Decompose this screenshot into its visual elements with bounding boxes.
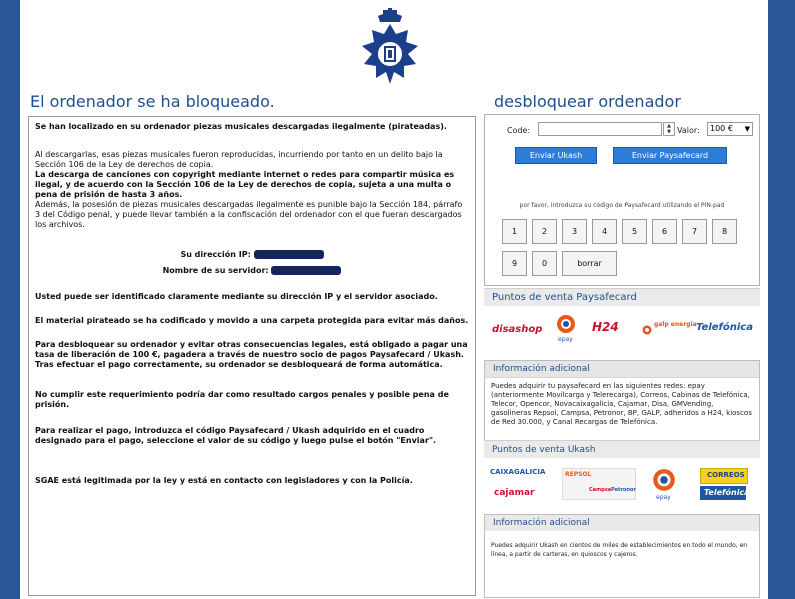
warning-text-box [28, 116, 476, 596]
ukash-info-box [484, 514, 760, 598]
pin-key-0[interactable]: 0 [532, 251, 557, 276]
valor-label: Valor: [677, 126, 700, 135]
paysafecard-info-text: Puedes adquirir tu paysafecard en las siguientes redes: epay (anteriormente Movilcarga y Telerecarga), Correos, Cabinas de Telefónica, Telecor, Opencor, Novacaixagalicia, Cajamar, Disa, GMVending, gasolineras Repsol, Campsa, Petronor, BP, GALP, adheridos a H24, kioscos de Red 30.000, y Canal Recargas de Telefónica. [491, 382, 752, 426]
send-paysafecard-button[interactable]: Enviar Paysafecard [613, 147, 727, 164]
paragraph-penalty: No cumplir este requerimiento podría dar como resultado cargos penales y posible pena de prisión. [35, 390, 449, 409]
payment-panel [484, 114, 760, 599]
pin-key-9[interactable]: 9 [502, 251, 527, 276]
galp-label: galp energia [654, 321, 697, 328]
server-label: Nombre de su servidor: [162, 266, 269, 275]
ukash-info-title: Información adicional [485, 515, 759, 531]
telefonica-logo: Telefónica [696, 322, 753, 333]
page [20, 0, 768, 599]
pin-key-8[interactable]: 8 [712, 219, 737, 244]
campsa-label: Campsa [589, 487, 612, 493]
paysafecard-logos [484, 310, 760, 350]
epay-logo [554, 314, 578, 343]
ip-redacted [254, 250, 324, 259]
spinner-up-icon[interactable]: ▲ [667, 123, 671, 129]
ukash-telefonica-label: Telefónica [704, 488, 750, 497]
pin-key-delete[interactable]: borrar [562, 251, 617, 276]
pin-key-1[interactable]: 1 [502, 219, 527, 244]
paragraph-sgae: SGAE está legitimada por la ley y está en contacto con legisladores y con la Policía. [35, 476, 413, 485]
epay-mark-icon [554, 314, 578, 338]
paragraph-reproduced: Al descargarlas, esas piezas musicales fueron reproducidas, incurriendo por tanto en un delito bajo la Sección 106 de la Ley de derechos de copia. [35, 150, 443, 169]
send-ukash-button[interactable]: Enviar Ukash [515, 147, 597, 164]
spinner-down-icon[interactable]: ▼ [667, 129, 671, 135]
pin-message: por favor, introduzca su código de Paysafecard utilizando el PIN-pad [519, 202, 725, 209]
disashop-logo: disashop [492, 324, 543, 335]
correos-label: CORREOS [707, 471, 745, 479]
galp-mark-icon [642, 325, 652, 335]
paragraph-encrypted: El material pirateado se ha codificado y movido a una carpeta protegida para evitar más daños. [35, 316, 469, 325]
pin-key-5[interactable]: 5 [622, 219, 647, 244]
unlock-title: desbloquear ordenador [494, 92, 681, 111]
ip-row [35, 250, 469, 260]
pin-key-4[interactable]: 4 [592, 219, 617, 244]
ukash-logos [484, 462, 760, 508]
cajamar-logo: cajamar [494, 488, 535, 498]
paragraph-identified: Usted puede ser identificado claramente mediante su dirección IP y el servidor asociado. [35, 292, 438, 301]
payment-form [484, 114, 760, 286]
repsol-group-logo [562, 468, 636, 500]
galp-logo [642, 320, 697, 339]
paragraph-payment: Para desbloquear su ordenador y evitar otras consecuencias legales, está obligado a pagar una tasa de liberación de 100 €, pagadera a través de nuestro socio de pagos Paysafecard / Ukash. Tras efectuar el pago correctamente, su ordenador se desbloqueará de forma automática. [35, 340, 468, 369]
code-spinner[interactable] [663, 122, 675, 136]
ukash-epay-label: epay [656, 494, 671, 501]
ukash-epay-logo [650, 468, 678, 501]
repsol-label: REPSOL [565, 471, 592, 478]
paragraph-found: Se han localizado en su ordenador piezas musicales descargadas ilegalmente (pirateadas). [35, 122, 447, 131]
correos-logo [700, 468, 748, 484]
ukash-telefonica-logo [700, 486, 750, 500]
code-input[interactable] [538, 122, 662, 136]
chevron-down-icon: ▼ [744, 125, 750, 133]
pin-key-6[interactable]: 6 [652, 219, 677, 244]
police-crest-icon [350, 8, 430, 92]
pin-key-2[interactable]: 2 [532, 219, 557, 244]
epay-label: epay [558, 336, 573, 343]
ip-label: Su dirección IP: [180, 250, 251, 259]
paragraph-instructions: Para realizar el pago, introduzca el código Paysafecard / Ukash adquirido en el cuadro designado para el pago, seleccione el valor de su código y luego pulse el botón "Enviar". [35, 426, 437, 445]
paysafecard-points-title: Puntos de venta Paysafecard [484, 288, 760, 306]
ukash-points-title: Puntos de venta Ukash [484, 440, 760, 458]
code-label: Code: [507, 126, 531, 135]
lock-title: El ordenador se ha bloqueado. [30, 92, 275, 111]
ukash-epay-mark-icon [650, 468, 678, 494]
pin-key-7[interactable]: 7 [682, 219, 707, 244]
petronor-label: Petronor [611, 487, 636, 493]
paragraph-copyright: La descarga de canciones con copyright mediante internet o redes para compartir música es ilegal, y de acuerdo con la Sección 106 de la Ley de derechos de copia, sujeta a una multa o pena de prisión de hasta 3 años. [35, 170, 455, 199]
pin-key-3[interactable]: 3 [562, 219, 587, 244]
h24-logo: H24 [592, 320, 619, 334]
valor-selected: 100 € [710, 124, 733, 133]
paysafecard-info-title: Información adicional [485, 361, 759, 378]
server-row [35, 266, 469, 276]
paragraph-possession: Además, la posesión de piezas musicales descargadas ilegalmente es punible bajo la Sección 184, párrafo 3 del Código penal, y puede llevar también a la confiscación del ordenador con el que fueran descargados los archivos. [35, 200, 463, 229]
ukash-info-text: Puedes adquirir Ukash en cientos de miles de establecimientos en todo el mundo, en línea, a partir de carteras, en quioscos y cajeros. [491, 542, 748, 558]
caixagalicia-logo: CAIXAGALICIA [490, 468, 546, 476]
valor-select[interactable] [707, 122, 753, 136]
server-redacted [271, 266, 341, 275]
